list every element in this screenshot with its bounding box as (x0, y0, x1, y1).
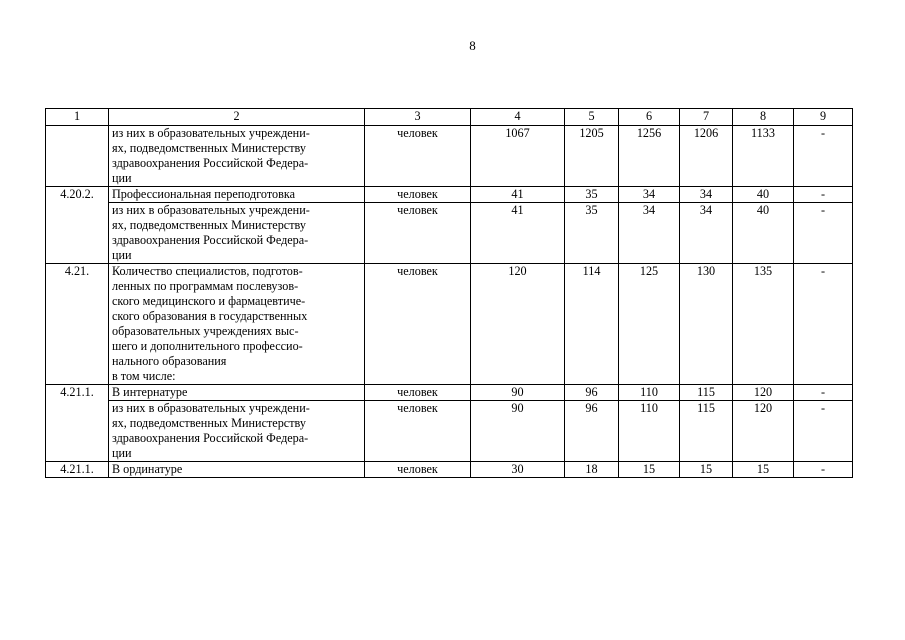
row-value: 90 (471, 385, 565, 401)
row-value: 96 (565, 401, 619, 462)
header-cell: 5 (565, 109, 619, 126)
row-value: - (794, 264, 853, 385)
description-line: из них в образовательных учреждени- (112, 126, 310, 140)
row-value: 41 (471, 203, 565, 264)
row-code (46, 203, 109, 264)
row-value: 135 (733, 264, 794, 385)
table-row (46, 264, 853, 385)
row-value: 34 (680, 203, 733, 264)
table-row (46, 385, 853, 401)
row-value: 1205 (565, 126, 619, 187)
row-unit: человек (365, 203, 471, 264)
row-value: 18 (565, 462, 619, 478)
row-unit: человек (365, 385, 471, 401)
description-line: ях, подведомственных Министерству (112, 218, 306, 232)
table-row (46, 203, 853, 264)
row-value: 120 (471, 264, 565, 385)
row-unit: человек (365, 264, 471, 385)
row-value: 130 (680, 264, 733, 385)
header-cell: 6 (619, 109, 680, 126)
description-line: ского образования в государственных (112, 309, 308, 323)
row-value: - (794, 462, 853, 478)
row-unit: человек (365, 401, 471, 462)
description-line: нального образования (112, 354, 227, 368)
description-line: здравоохранения Российской Федера- (112, 431, 309, 445)
row-value: - (794, 203, 853, 264)
data-table (45, 108, 853, 478)
row-description (109, 203, 365, 264)
row-description (109, 462, 365, 478)
row-value: 41 (471, 187, 565, 203)
row-value: 1133 (733, 126, 794, 187)
row-description (109, 401, 365, 462)
row-code (46, 401, 109, 462)
description-line: ленных по программам послевузов- (112, 279, 299, 293)
description-line: в том числе: (112, 369, 176, 383)
description-line: Профессиональная переподготовка (112, 187, 295, 201)
row-value: 110 (619, 385, 680, 401)
header-cell: 8 (733, 109, 794, 126)
row-value: 34 (680, 187, 733, 203)
row-description (109, 187, 365, 203)
row-value: - (794, 126, 853, 187)
row-unit: человек (365, 126, 471, 187)
description-line: ях, подведомственных Министерству (112, 416, 306, 430)
row-value: 125 (619, 264, 680, 385)
table-row (46, 462, 853, 478)
header-cell: 1 (46, 109, 109, 126)
row-value: 1256 (619, 126, 680, 187)
row-value: 90 (471, 401, 565, 462)
row-value: 34 (619, 203, 680, 264)
description-line: В интернатуре (112, 385, 188, 399)
row-value: 35 (565, 187, 619, 203)
description-line: образовательных учреждениях выс- (112, 324, 299, 338)
row-value: 1206 (680, 126, 733, 187)
description-line: из них в образовательных учреждени- (112, 401, 310, 415)
description-line: ции (112, 248, 132, 262)
row-value: 35 (565, 203, 619, 264)
header-cell: 3 (365, 109, 471, 126)
row-code: 4.21. (46, 264, 109, 385)
row-description (109, 126, 365, 187)
row-unit: человек (365, 187, 471, 203)
description-line: ях, подведомственных Министерству (112, 141, 306, 155)
description-line: В ординатуре (112, 462, 183, 476)
row-value: 120 (733, 385, 794, 401)
description-line: шего и дополнительного профессио- (112, 339, 303, 353)
row-value: 120 (733, 401, 794, 462)
header-cell: 2 (109, 109, 365, 126)
table-row (46, 187, 853, 203)
table-row (46, 126, 853, 187)
row-unit: человек (365, 462, 471, 478)
row-value: 15 (680, 462, 733, 478)
row-value: 96 (565, 385, 619, 401)
row-description (109, 264, 365, 385)
header-cell: 9 (794, 109, 853, 126)
page-number: 8 (469, 38, 476, 53)
description-line: ции (112, 446, 132, 460)
row-code (46, 126, 109, 187)
description-line: из них в образовательных учреждени- (112, 203, 310, 217)
row-code: 4.21.1. (46, 462, 109, 478)
row-value: 40 (733, 203, 794, 264)
description-line: ции (112, 171, 132, 185)
row-value: - (794, 401, 853, 462)
row-value: - (794, 187, 853, 203)
description-line: здравоохранения Российской Федера- (112, 156, 309, 170)
row-value: 34 (619, 187, 680, 203)
header-cell: 7 (680, 109, 733, 126)
row-value: 114 (565, 264, 619, 385)
row-value: 110 (619, 401, 680, 462)
table-header-row (46, 109, 853, 126)
header-cell: 4 (471, 109, 565, 126)
row-code: 4.20.2. (46, 187, 109, 203)
description-line: Количество специалистов, подготов- (112, 264, 303, 278)
row-value: 30 (471, 462, 565, 478)
row-value: - (794, 385, 853, 401)
row-value: 15 (619, 462, 680, 478)
description-line: здравоохранения Российской Федера- (112, 233, 309, 247)
row-value: 40 (733, 187, 794, 203)
table-row (46, 401, 853, 462)
row-code: 4.21.1. (46, 385, 109, 401)
row-value: 115 (680, 401, 733, 462)
description-line: ского медицинского и фармацевтиче- (112, 294, 306, 308)
row-value: 115 (680, 385, 733, 401)
row-value: 15 (733, 462, 794, 478)
row-description (109, 385, 365, 401)
row-value: 1067 (471, 126, 565, 187)
